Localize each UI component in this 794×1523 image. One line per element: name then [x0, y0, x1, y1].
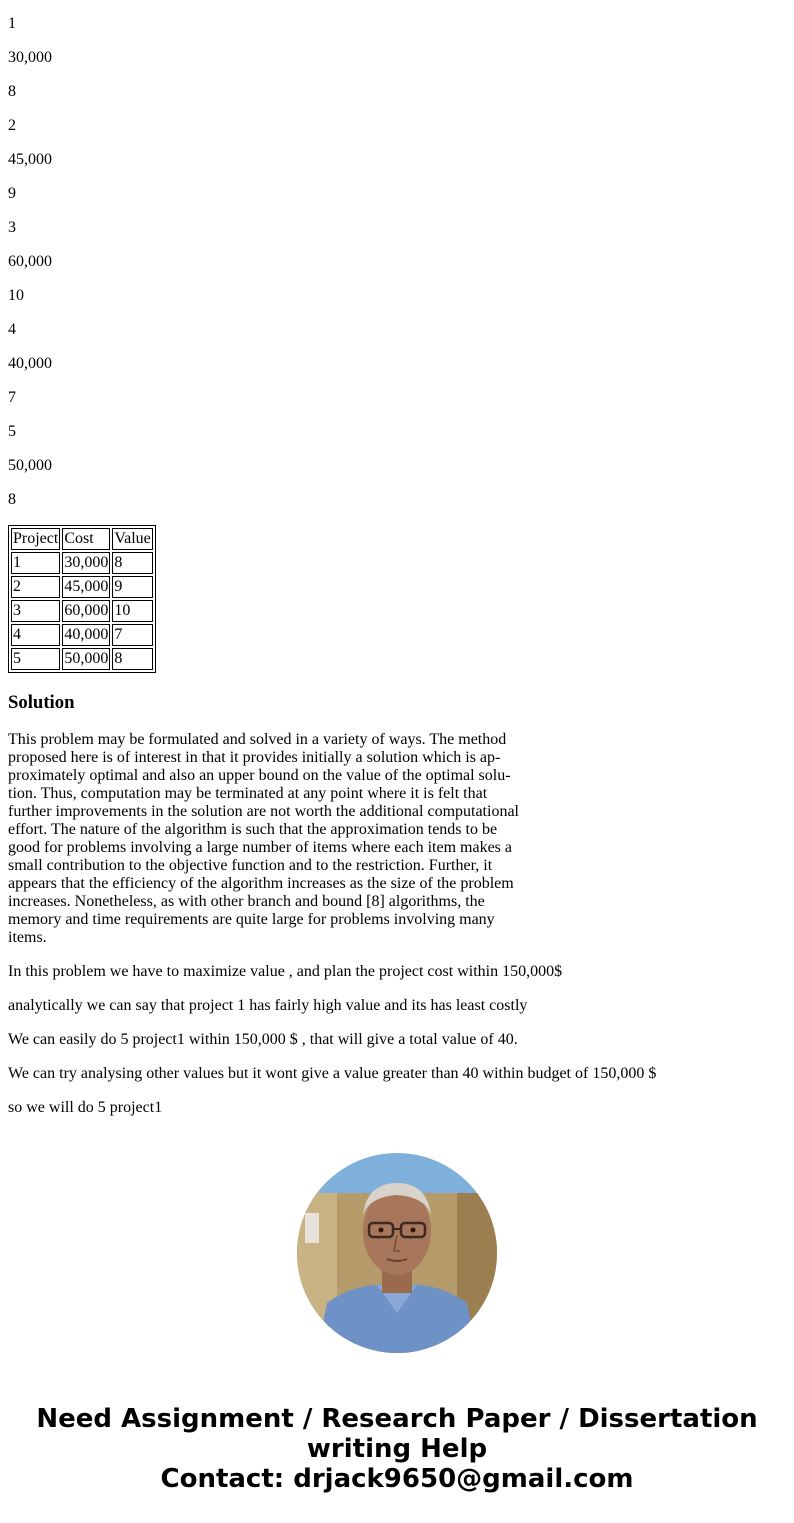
solution-paragraph: In this problem we have to maximize value , and plan the project cost within 150,000$: [8, 963, 563, 980]
list-item: 40,000: [8, 355, 52, 372]
solution-paragraph: We can easily do 5 project1 within 150,000 $ , that will give a total value of 40.: [8, 1031, 518, 1048]
table-cell: 3: [11, 600, 60, 622]
avatar: [297, 1153, 497, 1353]
list-item: 9: [8, 185, 16, 202]
document-body: [8, 0, 786, 1133]
project-table: [8, 525, 156, 673]
table-cell: 9: [112, 576, 152, 598]
table-cell: 7: [112, 624, 152, 646]
table-cell: 60,000: [62, 600, 110, 622]
table-cell: 4: [11, 624, 60, 646]
banner-contact: Contact: drjack9650@gmail.com: [160, 1464, 634, 1494]
table-cell: 40,000: [62, 624, 110, 646]
banner-line: writing Help: [306, 1434, 488, 1464]
solution-paragraph: so we will do 5 project1: [8, 1099, 163, 1116]
table-header-row: [11, 528, 153, 550]
table-cell: 8: [112, 552, 152, 574]
table-row: [11, 552, 153, 574]
solution-paragraph: analytically we can say that project 1 has fairly high value and its has least costly: [8, 997, 528, 1014]
table-cell: 30,000: [62, 552, 110, 574]
solution-intro: This problem may be formulated and solved in a variety of ways. The method proposed here is of interest in that it provides initially a solution which is ap-proximately optimal and also an upper bound on the value of the optimal solu-tion. Thus, computation may be terminated at any point where it is felt that further improvements in the solution are not worth the additional computational effort. The nature of the algorithm is such that the approximation tends to be good for problems involving a large number of items where each item makes a small contribution to the objective function and to the restriction. Further, it appears that the efficiency of the algorithm increases as the size of the problem increases. Nonetheless, as with other branch and bound [8] algorithms, the memory and time requirements are quite large for problems involving many items.: [8, 731, 519, 946]
table-header-cell: Project: [11, 528, 60, 550]
promo-banner: [0, 1404, 794, 1494]
list-item: 60,000: [8, 253, 52, 270]
list-item: 8: [8, 83, 16, 100]
table-cell: 2: [11, 576, 60, 598]
avatar-portrait-icon: [297, 1153, 497, 1353]
table-row: [11, 576, 153, 598]
list-item: 8: [8, 491, 16, 508]
table-row: [11, 624, 153, 646]
list-item: 45,000: [8, 151, 52, 168]
table-cell: 1: [11, 552, 60, 574]
list-item: 3: [8, 219, 16, 236]
solution-heading: Solution: [8, 692, 75, 713]
solution-paragraph: We can try analysing other values but it wont give a value greater than 40 within budget of 150,000 $: [8, 1065, 657, 1082]
list-item: 50,000: [8, 457, 52, 474]
table-cell: 10: [112, 600, 152, 622]
table-row: [11, 648, 153, 670]
list-item: 10: [8, 287, 24, 304]
list-item: 30,000: [8, 49, 52, 66]
banner-line: Need Assignment / Research Paper / Dissertation: [36, 1404, 758, 1434]
table-header-cell: Value: [112, 528, 152, 550]
value-list: [8, 15, 786, 509]
table-header-cell: Cost: [62, 528, 110, 550]
list-item: 2: [8, 117, 16, 134]
table-cell: 5: [11, 648, 60, 670]
list-item: 7: [8, 389, 16, 406]
table-cell: 8: [112, 648, 152, 670]
list-item: 1: [8, 15, 16, 32]
table-cell: 50,000: [62, 648, 110, 670]
list-item: 5: [8, 423, 16, 440]
table-cell: 45,000: [62, 576, 110, 598]
table-row: [11, 600, 153, 622]
list-item: 4: [8, 321, 16, 338]
